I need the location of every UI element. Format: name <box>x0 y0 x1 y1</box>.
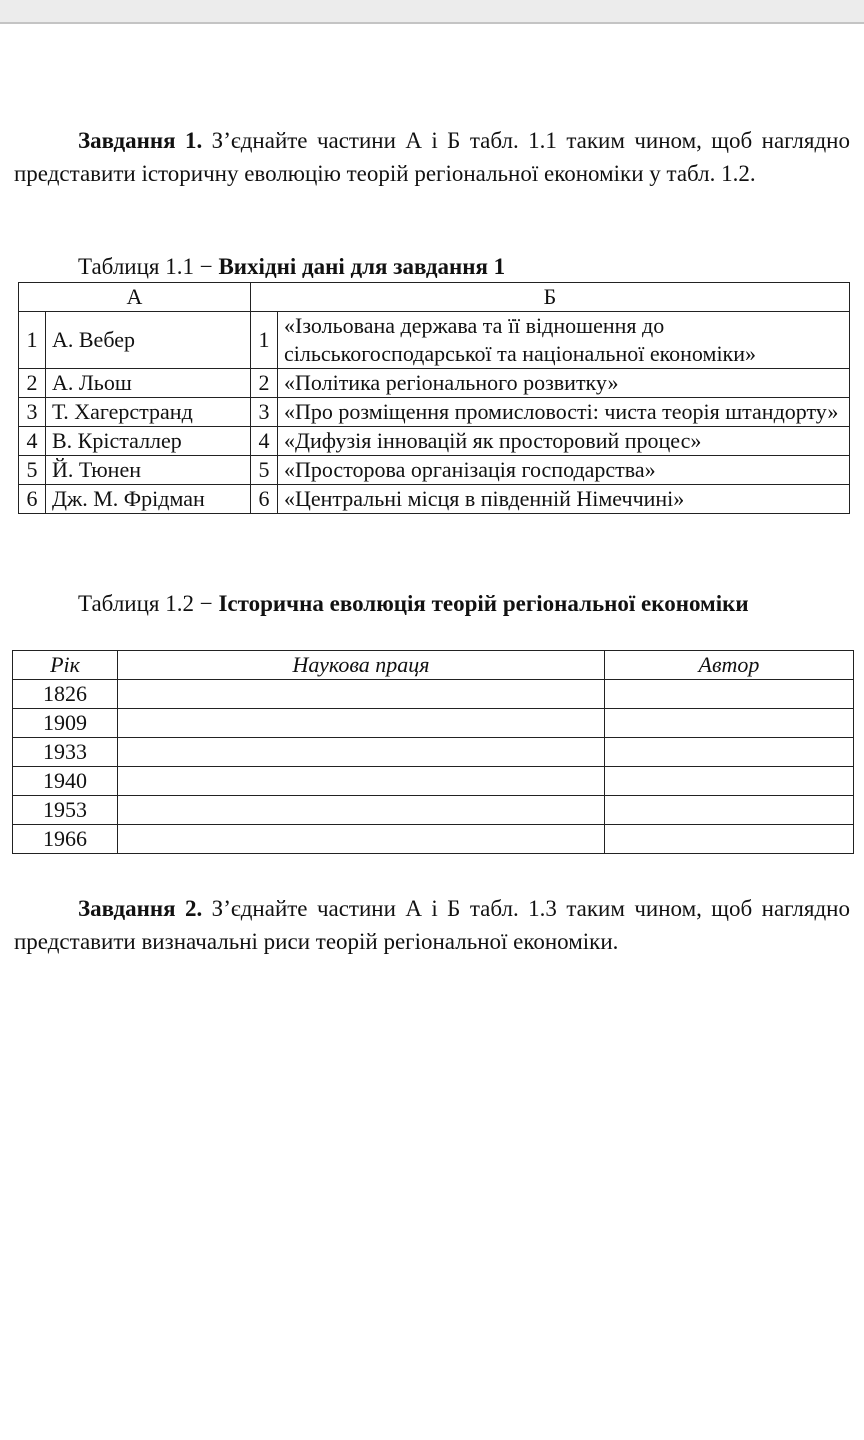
work-cell: «Про розміщення промисловості: чиста теорія штандорту» <box>278 398 850 427</box>
table-1-caption-prefix: Таблиця 1.1 − <box>78 254 219 279</box>
table-row <box>19 312 850 369</box>
task-2-paragraph <box>14 892 850 958</box>
table-row <box>19 398 850 427</box>
table-1-col-a-header: А <box>19 283 251 312</box>
year-header: Рік <box>13 651 118 680</box>
table-2-caption <box>14 587 850 620</box>
table-1-header-row <box>19 283 850 312</box>
row-number-a: 3 <box>19 398 46 427</box>
author-cell: Дж. М. Фрідман <box>46 485 251 514</box>
table-row <box>13 796 854 825</box>
table-row <box>13 738 854 767</box>
author-header: Автор <box>605 651 854 680</box>
row-number-b: 2 <box>251 369 278 398</box>
task-1-label: Завдання 1. <box>78 128 203 153</box>
table-2 <box>12 650 854 854</box>
row-number-a: 4 <box>19 427 46 456</box>
author-cell: А. Льош <box>46 369 251 398</box>
author-answer-cell[interactable] <box>605 680 854 709</box>
year-cell: 1909 <box>13 709 118 738</box>
task-1-text: З’єднайте частини А і Б табл. 1.1 таким чином, щоб наглядно представити історичну еволюцію теорій регіональної економіки у табл. 1.2. <box>14 128 850 186</box>
author-cell: Й. Тюнен <box>46 456 251 485</box>
author-answer-cell[interactable] <box>605 796 854 825</box>
work-header: Наукова праця <box>118 651 605 680</box>
work-answer-cell[interactable] <box>118 825 605 854</box>
table-1-caption-title: Вихідні дані для завдання 1 <box>218 254 506 279</box>
table-2-caption-prefix: Таблиця 1.2 − <box>78 591 219 616</box>
task-2-text: З’єднайте частини А і Б табл. 1.3 таким чином, щоб наглядно представити визначальні риси теорій регіональної економіки. <box>14 896 850 954</box>
table-row <box>13 709 854 738</box>
table-row <box>19 427 850 456</box>
row-number-a: 5 <box>19 456 46 485</box>
author-cell: Т. Хагерстранд <box>46 398 251 427</box>
author-cell: В. Крісталлер <box>46 427 251 456</box>
work-cell: «Дифузія інновацій як просторовий процес» <box>278 427 850 456</box>
table-row <box>13 825 854 854</box>
row-number-b: 3 <box>251 398 278 427</box>
table-row <box>13 680 854 709</box>
author-answer-cell[interactable] <box>605 825 854 854</box>
work-cell: «Центральні місця в південній Німеччині» <box>278 485 850 514</box>
author-answer-cell[interactable] <box>605 709 854 738</box>
year-cell: 1940 <box>13 767 118 796</box>
row-number-b: 1 <box>251 312 278 369</box>
work-answer-cell[interactable] <box>118 709 605 738</box>
table-row <box>13 767 854 796</box>
table-1 <box>18 282 850 514</box>
task-2-label: Завдання 2. <box>78 896 203 921</box>
table-row <box>19 369 850 398</box>
table-1-caption <box>78 252 505 282</box>
work-cell: «Політика регіонального розвитку» <box>278 369 850 398</box>
year-cell: 1966 <box>13 825 118 854</box>
row-number-b: 6 <box>251 485 278 514</box>
row-number-b: 4 <box>251 427 278 456</box>
table-row <box>19 485 850 514</box>
work-answer-cell[interactable] <box>118 767 605 796</box>
work-cell: «Ізольована держава та її відношення до сільськогосподарської та національної економіки» <box>278 312 850 369</box>
year-cell: 1826 <box>13 680 118 709</box>
work-answer-cell[interactable] <box>118 796 605 825</box>
work-answer-cell[interactable] <box>118 738 605 767</box>
table-2-caption-title: Історична еволюція теорій регіональної економіки <box>218 591 749 616</box>
author-answer-cell[interactable] <box>605 767 854 796</box>
table-row <box>19 456 850 485</box>
work-answer-cell[interactable] <box>118 680 605 709</box>
task-1-paragraph <box>14 124 850 190</box>
author-cell: А. Вебер <box>46 312 251 369</box>
table-2-header-row <box>13 651 854 680</box>
author-answer-cell[interactable] <box>605 738 854 767</box>
row-number-a: 2 <box>19 369 46 398</box>
year-cell: 1953 <box>13 796 118 825</box>
top-bar <box>0 0 864 24</box>
table-1-col-b-header: Б <box>251 283 850 312</box>
row-number-b: 5 <box>251 456 278 485</box>
year-cell: 1933 <box>13 738 118 767</box>
row-number-a: 6 <box>19 485 46 514</box>
row-number-a: 1 <box>19 312 46 369</box>
work-cell: «Просторова організація господарства» <box>278 456 850 485</box>
